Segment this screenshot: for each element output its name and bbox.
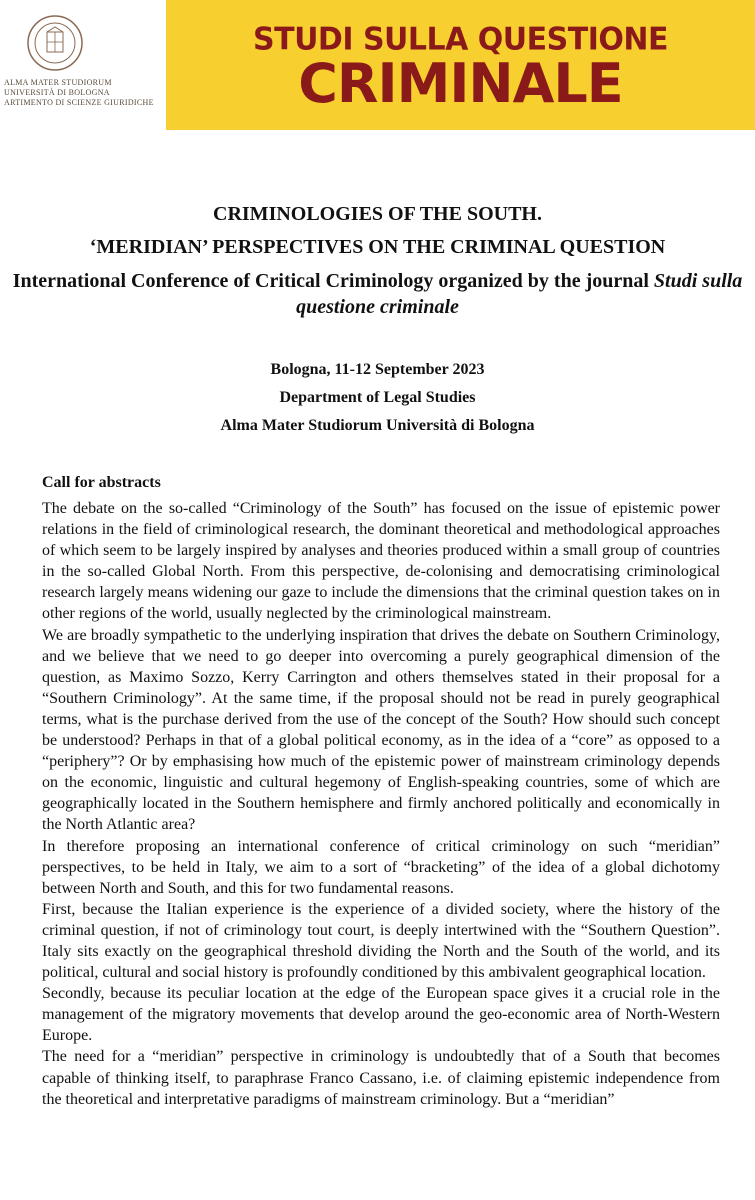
section-heading: Call for abstracts: [42, 474, 161, 491]
paragraph: The debate on the so-called “Criminology of the South” has focused on the issue of epistemic power relations in the field of criminological research, the dominant theoretical and methodological approaches of which seem to be largely inspired by analyses and theories produced within a small group of countries in the so-called Global North. From this perspective, de-colonising and democratising criminological research largely means widening our gaze to include the dimensions that the criminal question takes on in other regions of the world, usually neglected by the criminological mainstream.: [42, 500, 720, 623]
conference-subtitle: ‘MERIDIAN’ PERSPECTIVES ON THE CRIMINAL QUESTION: [89, 236, 666, 258]
university-seal-icon: [26, 14, 84, 72]
paragraph: The need for a “meridian” perspective in criminology is undoubtedly that of a South that becomes capable of thinking itself, to paraphrase Franco Cassano, i.e. of claiming epistemic independence from the theoretical and interpretative paradigms of mainstream criminology. But a “meridian”: [42, 1048, 720, 1108]
conference-title-block: [0, 198, 755, 320]
description-text: International Conference of Critical Criminology organized by the journal: [12, 270, 654, 292]
journal-title-line1: STUDI SULLA QUESTIONE: [253, 21, 668, 58]
paragraph: First, because the Italian experience is the experience of a divided society, where the history of the criminal question, if not of criminology tout court, is deeply intertwined with the “Southern Question”. Italy sits exactly on the geographical threshold dividing the North and the South of the world, and its political, cultural and social history is profoundly conditioned by this ambivalent geographical location.: [42, 900, 720, 982]
university-line: UNIVERSITÀ DI BOLOGNA: [4, 88, 110, 97]
university-line: ALMA MATER STUDIORUM: [4, 78, 112, 87]
paragraph: Secondly, because its peculiar location at the edge of the European space gives it a crucial role in the management of the migratory movements that develop around the geo-economic area of North-Western Europe.: [42, 985, 720, 1045]
conference-description: [0, 268, 755, 320]
body-text: [42, 498, 720, 1110]
journal-title-line2: CRIMINALE: [298, 52, 623, 115]
venue-info: [0, 356, 755, 440]
department-line: ARTIMENTO DI SCIENZE GIURIDICHE: [4, 98, 154, 107]
page-header: [0, 0, 755, 132]
conference-date: Bologna, 11-12 September 2023: [270, 361, 485, 378]
journal-banner: [166, 0, 755, 130]
journal-name: Studi sulla questione criminale: [296, 270, 743, 318]
department-name: Department of Legal Studies: [279, 389, 476, 406]
university-full-name: Alma Mater Studiorum Università di Bologna: [220, 417, 535, 434]
conference-title: CRIMINOLOGIES OF THE SOUTH.: [213, 203, 542, 225]
paragraph: In therefore proposing an international conference of critical criminology on such “meridian” perspectives, to be held in Italy, we aim to a sort of “bracketing” of the idea of a global dichotomy between North and South, and this for two fundamental reasons.: [42, 837, 720, 897]
university-name: [0, 78, 164, 108]
paragraph: We are broadly sympathetic to the underlying inspiration that drives the debate on Southern Criminology, and we believe that we need to go deeper into overcoming a purely geographical dimension of the question, as Maximo Sozzo, Kerry Carrington and others themselves stated in their proposal for a “Southern Criminology”. At the same time, if the proposal should not be read in purely geographical terms, what is the purchase derived from the use of the concept of the South? How should such concept be understood? Perhaps in that of a global political economy, as in the idea of a “core” as opposed to a “periphery”? Or by emphasising how much of the epistemic power of mainstream criminology depends on the economic, linguistic and cultural hegemony of English-speaking countries, some of which are geographically located in the Southern hemisphere and firmly anchored politically and economically in the North Atlantic area?: [42, 626, 720, 834]
